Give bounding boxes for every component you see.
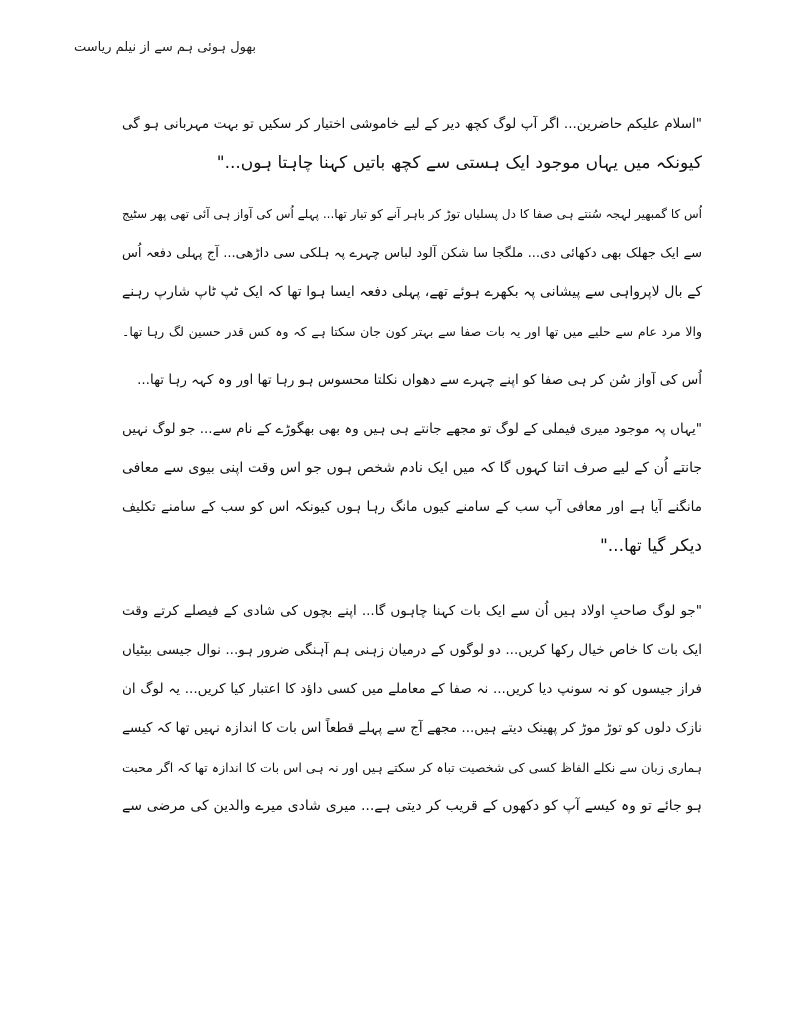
paragraph-spacer [122,400,702,410]
text-line: دیکر گیا تھا..." [599,536,702,556]
text-line: ہو جائے تو وہ کیسے آپ کو دکھوں کے قریب کر دیتی ہے... میری شادی میرے والدین کی مرضی سے [122,798,702,814]
text-line: کے بال لاپرواہی سے پیشانی پہ بکھرے ہوئے تھے، پہلی دفعہ ایسا ہوا تھا کہ ایک ٹپ ٹاپ شارپ رہنے [122,284,702,300]
paragraph-description [122,195,702,351]
paragraph-spacer [122,566,702,592]
text-line: جانتے اُن کے لیے صرف اتنا کہوں گا کہ میں ایک نادم شخص ہوں جو اس وقت اپنی بیوی سے معافی [122,460,702,476]
text-line: مانگنے آیا ہے اور معافی آپ سب کے سامنے کیوں مانگ رہا ہوں کیونکہ اس کو سب کے سامنے تکلیف [122,499,702,515]
paragraph-spacer [122,183,702,195]
text-line: "جو لوگ صاحبِ اولاد ہیں اُن سے ایک بات کہنا چاہوں گا... اپنے بچوں کی شادی کے فیصلے کرتے وقت [122,603,702,619]
text-line: والا مرد عام سے حلیے میں تھا اور یہ بات صفا سے بہتر کون جان سکتا ہے کہ وہ کس قدر حسین لگ رہا تھا۔ [122,324,702,339]
text-line: فراز جیسوں کو نہ سونپ دیا کریں... نہ صفا کے معاملے میں کسی داؤد کا اعتبار کیا کریں... یہ لوگ ان [122,681,702,697]
paragraph-apology [122,410,702,566]
running-header: بھول ہوئی ہم سے از نیلم ریاست [73,40,256,55]
text-line: نازک دلوں کو توڑ موڑ کر پھینک دیتے ہیں... مجھے آج سے پہلے قطعاً اس بات کا اندازہ نہیں تھا کہ کیسے [122,720,702,736]
paragraph-advice [122,592,702,826]
text-line: کیونکہ میں یہاں موجود ایک ہستی سے کچھ باتیں کہنا چاہتا ہوں..." [216,153,702,173]
paragraph-reaction [122,361,702,400]
text-line: "اسلام علیکم حاضرین... اگر آپ لوگ کچھ دیر کے لیے خاموشی اختیار کر سکیں تو بہت مہربانی ہو گی [122,116,702,132]
text-line: اُس کی آواز سُن کر ہی صفا کو اپنے چہرے سے دھواں نکلتا محسوس ہو رہا تھا اور وہ کہہ رہا تھا... [137,372,702,388]
text-line: اُس کا گمبھیر لہجہ سُنتے ہی صفا کا دل پسلیاں توڑ کر باہر آنے کو تیار تھا... پہلے اُس کی آواز ہی آئی تھی پھر سٹیج [122,207,702,221]
text-line: سے ایک جھلک بھی دکھائی دی... ملگجا سا شکن آلود لباس چہرے پہ ہلکی سی داڑھی... آج پہلی دفعہ اُس [122,246,702,261]
paragraph-greeting [122,105,702,183]
text-line: "یہاں پہ موجود میری فیملی کے لوگ تو مجھے جانتے ہی ہیں وہ بھی بھگوڑے کے نام سے... جو لوگ نہیں [122,421,702,437]
text-line: ہماری زبان سے نکلے الفاظ کسی کی شخصیت تباہ کر سکتے ہیں اور نہ ہی اس بات کا اندازہ تھا کہ اگر محبت [122,760,702,775]
body-text [122,105,702,826]
text-line: ایک بات کا خاص خیال رکھا کریں... دو لوگوں کے درمیان زہنی ہم آہنگی ضرور ہو... نوال جیسی بیٹیاں [122,642,702,658]
paragraph-spacer [122,351,702,361]
